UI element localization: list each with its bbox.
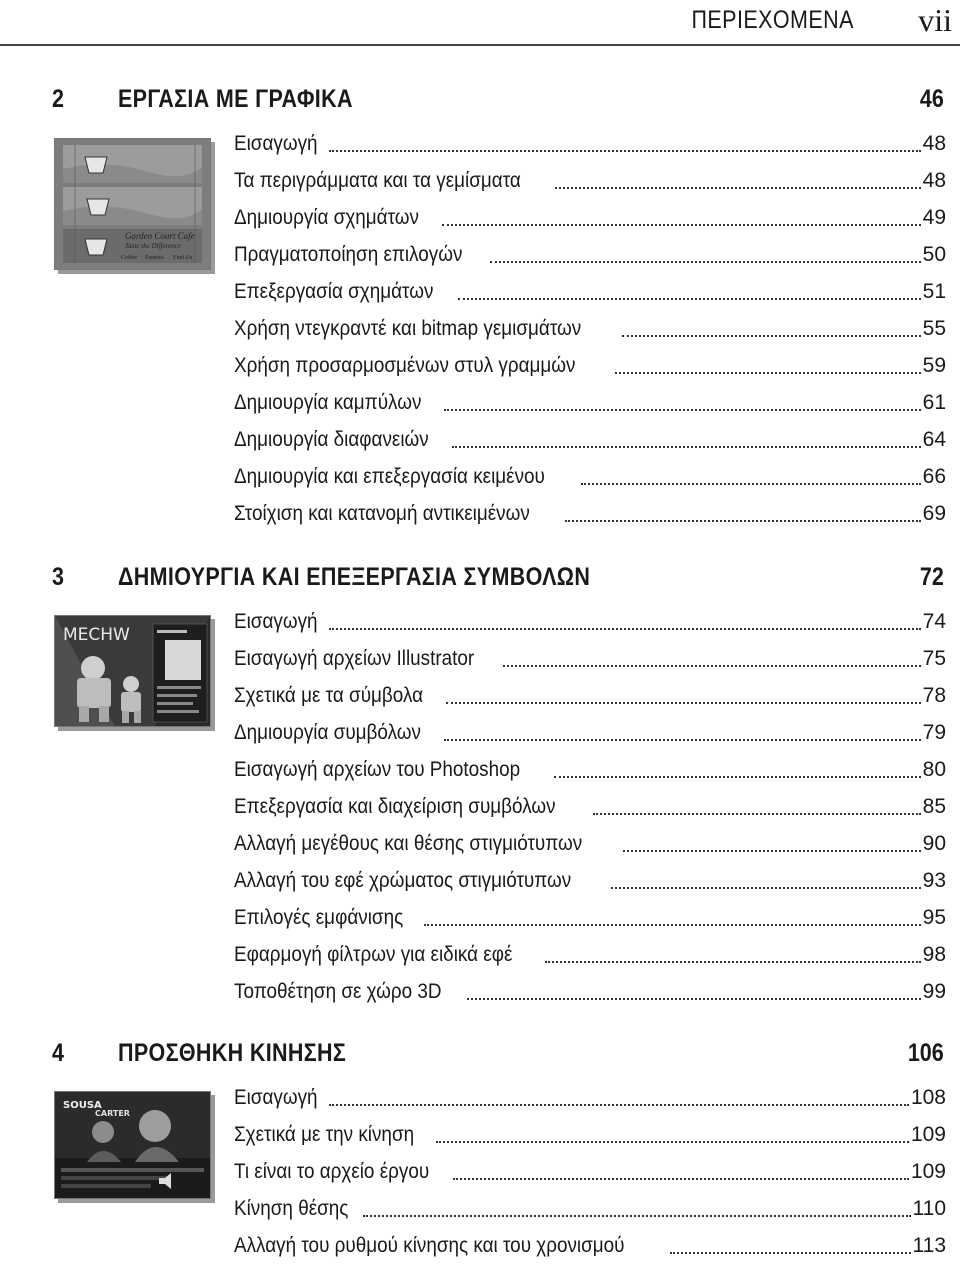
thumbnail-caption: Garden Court Cafe bbox=[125, 231, 195, 241]
chapter-page: 72 bbox=[920, 563, 944, 591]
toc-entry[interactable] bbox=[234, 714, 946, 751]
chapter-thumbnail-movie bbox=[54, 1091, 211, 1199]
dot-leader bbox=[565, 518, 921, 522]
entry-title: Δημιουργία σχημάτων bbox=[234, 205, 419, 229]
entry-title: Στοίχιση και κατανομή αντικειμένων bbox=[234, 501, 530, 525]
dot-leader bbox=[444, 737, 921, 741]
chapter-number: 4 bbox=[52, 1039, 64, 1067]
entry-page: 110 bbox=[912, 1196, 946, 1220]
entry-title: Χρήση προσαρμοσμένων στυλ γραμμών bbox=[234, 353, 576, 377]
thumbnail-nav-findus: Find Us bbox=[173, 255, 193, 261]
entry-title: Επεξεργασία σχημάτων bbox=[234, 279, 434, 303]
chapter-heading[interactable] bbox=[0, 563, 960, 597]
chapter-page: 106 bbox=[908, 1039, 944, 1067]
chapter-2 bbox=[0, 85, 960, 545]
chapter-title: ΠΡΟΣΘΗΚΗ ΚΙΝΗΣΗΣ bbox=[118, 1039, 347, 1067]
entry-title: Δημιουργία συμβόλων bbox=[234, 720, 421, 744]
entry-title: Πραγματοποίηση επιλογών bbox=[234, 242, 463, 266]
toc-entry[interactable] bbox=[234, 936, 946, 973]
dot-leader bbox=[622, 333, 921, 337]
chapter-heading[interactable] bbox=[0, 1039, 960, 1073]
entry-title: Αλλαγή του εφέ χρώματος στιγμιότυπων bbox=[234, 868, 572, 892]
entry-title: Τοποθέτηση σε χώρο 3D bbox=[234, 979, 442, 1003]
dot-leader bbox=[446, 700, 921, 704]
entry-page: 90 bbox=[922, 831, 946, 855]
entry-title: Δημιουργία καμπύλων bbox=[234, 390, 422, 414]
chapter-page: 46 bbox=[920, 85, 944, 113]
toc-entry[interactable] bbox=[234, 273, 946, 310]
toc-entry[interactable] bbox=[234, 1153, 946, 1190]
entry-page: 108 bbox=[910, 1085, 946, 1109]
dot-leader bbox=[444, 407, 920, 411]
toc-entry[interactable] bbox=[234, 751, 946, 788]
chapter-number: 2 bbox=[52, 85, 64, 113]
entry-page: 109 bbox=[910, 1159, 946, 1183]
running-header bbox=[0, 0, 960, 46]
toc-entry[interactable] bbox=[234, 1227, 946, 1264]
thumbnail-actor-2: CARTER bbox=[95, 1109, 130, 1118]
dot-leader bbox=[363, 1213, 910, 1217]
dot-leader bbox=[611, 885, 921, 889]
entry-page: 49 bbox=[922, 205, 946, 229]
dot-leader bbox=[581, 481, 920, 485]
dot-leader bbox=[555, 185, 921, 189]
entry-title: Εισαγωγή bbox=[234, 131, 318, 155]
entry-title: Εισαγωγή αρχείων Illustrator bbox=[234, 646, 475, 670]
entry-title: Αλλαγή του ρυθμού κίνησης και του χρονισμού bbox=[234, 1233, 625, 1257]
chapter-entries bbox=[234, 1079, 946, 1264]
toc-entry[interactable] bbox=[234, 825, 946, 862]
entry-page: 50 bbox=[922, 242, 946, 266]
chapter-3 bbox=[0, 563, 960, 1013]
entry-title: Τι είναι το αρχείο έργου bbox=[234, 1159, 430, 1183]
page-number: vii bbox=[918, 2, 952, 38]
toc-entry[interactable] bbox=[234, 603, 946, 640]
dot-leader bbox=[554, 774, 921, 778]
entry-page: 75 bbox=[922, 646, 946, 670]
toc-entry[interactable] bbox=[234, 973, 946, 1010]
dot-leader bbox=[436, 1139, 909, 1143]
dot-leader bbox=[467, 996, 921, 1000]
movie-poster-illustration bbox=[55, 1092, 210, 1198]
toc-entry[interactable] bbox=[234, 677, 946, 714]
entry-page: 99 bbox=[922, 979, 946, 1003]
toc-entry[interactable] bbox=[234, 347, 946, 384]
dot-leader bbox=[593, 811, 920, 815]
entry-title: Εισαγωγή bbox=[234, 609, 318, 633]
dot-leader bbox=[329, 626, 921, 630]
toc-entry[interactable] bbox=[234, 1116, 946, 1153]
dot-leader bbox=[329, 148, 921, 152]
toc-entry[interactable] bbox=[234, 236, 946, 273]
toc-entry[interactable] bbox=[234, 421, 946, 458]
thumbnail-nav-coffee: Coffee bbox=[121, 255, 138, 261]
toc-entry[interactable] bbox=[234, 1190, 946, 1227]
entry-title: Αλλαγή μεγέθους και θέσης στιγμιότυπων bbox=[234, 831, 583, 855]
thumbnail-nav-pastries: Pastries bbox=[145, 255, 164, 261]
dot-leader bbox=[545, 959, 920, 963]
chapter-thumbnail-robots bbox=[54, 615, 211, 727]
chapter-heading[interactable] bbox=[0, 85, 960, 119]
entry-title: Σχετικά με τα σύμβολα bbox=[234, 683, 424, 707]
entry-page: 55 bbox=[922, 316, 946, 340]
toc-entry[interactable] bbox=[234, 495, 946, 532]
thumbnail-actor-1: SOUSA bbox=[63, 1100, 102, 1111]
entry-page: 113 bbox=[912, 1233, 946, 1257]
toc-entry[interactable] bbox=[234, 199, 946, 236]
toc-entry[interactable] bbox=[234, 310, 946, 347]
entry-page: 69 bbox=[922, 501, 946, 525]
entry-page: 74 bbox=[922, 609, 946, 633]
dot-leader bbox=[453, 1176, 909, 1180]
chapter-title: ΕΡΓΑΣΙΑ ΜΕ ΓΡΑΦΙΚΑ bbox=[118, 85, 353, 113]
entry-title: Δημιουργία και επεξεργασία κειμένου bbox=[234, 464, 545, 488]
toc-entry[interactable] bbox=[234, 125, 946, 162]
entry-page: 79 bbox=[922, 720, 946, 744]
chapter-entries bbox=[234, 125, 946, 532]
entry-title: Σχετικά με την κίνηση bbox=[234, 1122, 415, 1146]
dot-leader bbox=[458, 296, 921, 300]
chapter-4 bbox=[0, 1039, 960, 1260]
toc-entry[interactable] bbox=[234, 640, 946, 677]
cafe-website-illustration bbox=[55, 139, 210, 269]
entry-page: 80 bbox=[922, 757, 946, 781]
dot-leader bbox=[442, 222, 921, 226]
dot-leader bbox=[503, 663, 921, 667]
entry-page: 61 bbox=[922, 390, 946, 414]
entry-page: 64 bbox=[922, 427, 946, 451]
entry-title: Τα περιγράμματα και τα γεμίσματα bbox=[234, 168, 521, 192]
entry-title: Εισαγωγή αρχείων του Photoshop bbox=[234, 757, 521, 781]
toc-entry[interactable] bbox=[234, 162, 946, 199]
toc-entry[interactable] bbox=[234, 788, 946, 825]
entry-title: Επεξεργασία και διαχείριση συμβόλων bbox=[234, 794, 556, 818]
dot-leader bbox=[615, 370, 920, 374]
dot-leader bbox=[424, 922, 921, 926]
dot-leader bbox=[452, 444, 920, 448]
dot-leader bbox=[490, 259, 921, 263]
entry-page: 85 bbox=[922, 794, 946, 818]
running-header-title: ΠΕΡΙΕΧΟΜΕΝΑ bbox=[691, 6, 854, 34]
entry-page: 95 bbox=[922, 905, 946, 929]
chapter-title: ΔΗΜΙΟΥΡΓΙΑ ΚΑΙ ΕΠΕΞΕΡΓΑΣΙΑ ΣΥΜΒΟΛΩΝ bbox=[118, 563, 591, 591]
dot-leader bbox=[623, 848, 921, 852]
entry-page: 98 bbox=[922, 942, 946, 966]
chapter-number: 3 bbox=[52, 563, 64, 591]
entry-page: 109 bbox=[910, 1122, 946, 1146]
entry-title: Δημιουργία διαφανειών bbox=[234, 427, 429, 451]
dot-leader bbox=[670, 1250, 911, 1254]
thumbnail-title: MECHW bbox=[63, 625, 130, 645]
entry-page: 66 bbox=[922, 464, 946, 488]
entry-page: 51 bbox=[922, 279, 946, 303]
entry-page: 59 bbox=[922, 353, 946, 377]
entry-title: Εισαγωγή bbox=[234, 1085, 318, 1109]
dot-leader bbox=[329, 1102, 909, 1106]
entry-page: 48 bbox=[922, 131, 946, 155]
entry-title: Κίνηση θέσης bbox=[234, 1196, 349, 1220]
toc-entry[interactable] bbox=[234, 862, 946, 899]
toc-entry[interactable] bbox=[234, 899, 946, 936]
robot-symbols-illustration bbox=[55, 616, 210, 726]
thumbnail-caption-sub: Taste the Difference bbox=[125, 242, 181, 250]
chapter-entries bbox=[234, 603, 946, 1010]
entry-page: 48 bbox=[922, 168, 946, 192]
entry-title: Επιλογές εμφάνισης bbox=[234, 905, 404, 929]
entry-title: Χρήση ντεγκραντέ και bitmap γεμισμάτων bbox=[234, 316, 582, 340]
toc-entry[interactable] bbox=[234, 458, 946, 495]
toc-entry[interactable] bbox=[234, 1079, 946, 1116]
entry-page: 78 bbox=[922, 683, 946, 707]
entry-page: 93 bbox=[922, 868, 946, 892]
toc-entry[interactable] bbox=[234, 384, 946, 421]
entry-title: Εφαρμογή φίλτρων για ειδικά εφέ bbox=[234, 942, 513, 966]
chapter-thumbnail-cafe bbox=[54, 138, 211, 270]
